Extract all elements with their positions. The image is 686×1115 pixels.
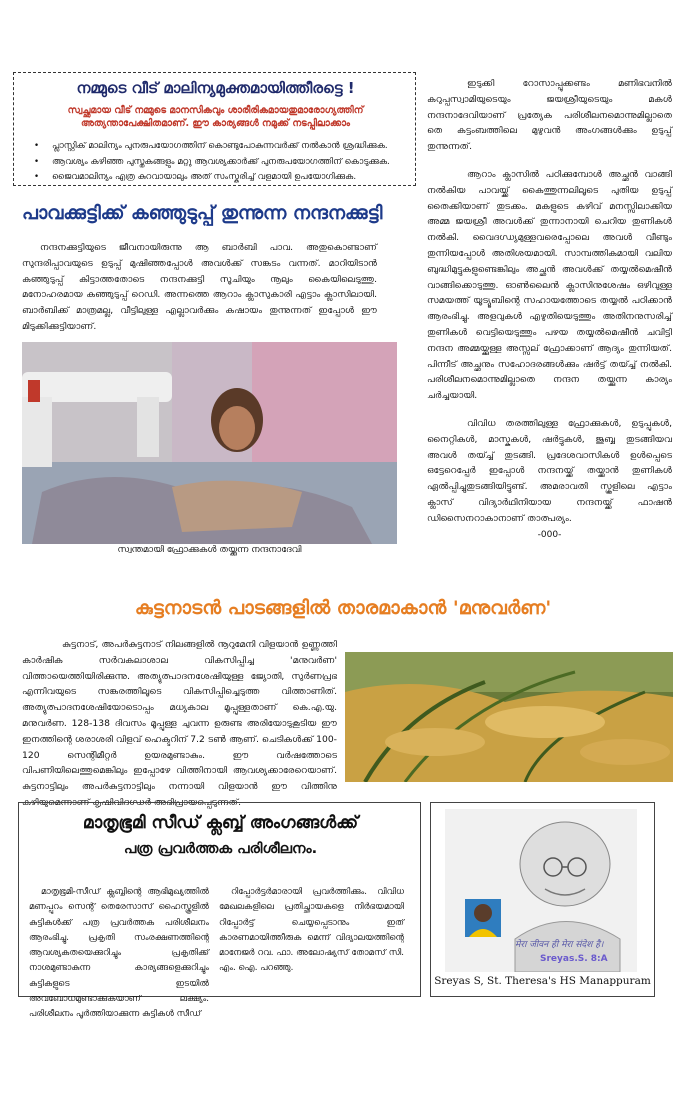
notice-list [34, 139, 414, 186]
student-label: Sreyas.S. 8:A [540, 954, 608, 964]
right-column-text [427, 76, 672, 539]
notice-item: • പ്ലാസ്റ്റിക് മാലിന്യം പുനരുപയോഗത്തിന് കൊണ്ടുപോകുന്നവർക്ക് നൽകാൻ ശ്രദ്ധിക്കുക. [34, 139, 414, 155]
sketch-illustration [445, 809, 637, 972]
seed-title-line2: പത്ര പ്രവർത്തക പരിശീലനം. [123, 841, 318, 857]
seed-column-1 [29, 885, 209, 1023]
notice-item: • ജൈവമാലിന്യം എത്ര കുറവായാലും അത് സംസ്കരിച്ച് വളമായി ഉപയോഗിക്കുക. [34, 170, 414, 186]
story1-paragraph: നന്ദനക്കുട്ടിയുടെ ജീവനായിരുന്നു ആ ബാർബി പാവ. അതുകൊണ്ടാണ് സുന്ദരിപ്പാവയുടെ ഉടുപ്പ് മുഷിഞ്ഞപ്പോൾ അവൾക്ക് സങ്കടം വന്നത്. മാറിയിടാൻ കഞ്ഞുടുപ്പ് കിട്ടാത്തതോടെ നന്ദനക്കുട്ടി സൂചിയും നൂലും കൈയിലെടുത്തു. മനോഹരമായ കഞ്ഞുടുപ്പ് റെഡി. അന്നത്തെ ആറാം ക്ലാസുകാരി എട്ടാം ക്ലാസിലായി. ബാർബിക്ക് മാത്രമല്ല, വീട്ടിലുള്ള എല്ലാവർക്കും കഷായം തുന്നുന്നത് ഇപ്പോൾ ഈ മിടുക്കിക്കുട്ടിയാണ്. [22, 242, 377, 332]
story1-headline: പാവക്കുട്ടിക്ക് കഞ്ഞുടുപ്പ് തുന്നുന്ന നന്ദനക്കുട്ടി [22, 203, 383, 224]
story2-paragraph: കുട്ടനാട്, അപർകുട്ടനാട് നിലങ്ങളിൽ നൂറുമേനി വിളയാൻ ഉണ്ണത്തി കാർഷിക സർവകലാശാല വികസിപ്പിച്ച 'മനുവർണ' വിത്തായെത്തിയിരിക്കുന്നു. അത്യുത്പാദനശേഷിയുള്ള ജ്യോതി, സുർണപ്രഭ എന്നിവയുടെ സങ്കരത്തിലൂടെ വികസിപ്പിച്ചെടുത്ത വിത്താണിത്. അത്യുത്പാദനശേഷിയോടൊപ്പം മധ്യകാല മൂപ്പുള്ളതാണ് കെ.എ.യു. മനുവർണ. 128-138 ദിവസം മൂപ്പുള്ള ചുവന്ന ഉരുണ്ട അരിയോടുകൂടിയ ഈ ഇനത്തിന്റെ ശരാശരി വിളവ് ഹെക്ടറിന് 7.2 ടൺ ആണ്. ചെടികൾക്ക് 100-120 സെന്റിമീറ്റർ ഉയരമുണ്ടാകും. ഈ വർഷത്തോടെ വിപണിയിലെത്തുമെങ്കിലും ഇപ്പോഴേ വിത്തിനായി ആവശ്യക്കാരേറെയാണ്. കുട്ടനാട്ടിലും അപർകുട്ടനാട്ടിലും നന്നായി വിളയാൻ ഈ വിത്തിനു കഴിയുമെന്നാണ് കൃഷിവിദഗ്ധർ അഭിപ്രായപ്പെടുന്നത്. [22, 639, 337, 808]
sewing-photo-illustration [22, 342, 397, 544]
seed-title-line1: മാതൃഭൂമി സീഡ് ക്ലബ്ബ് അംഗങ്ങൾക്ക് [82, 813, 359, 833]
right-paragraph: വിവിധ തരത്തിലുള്ള ഫ്രോക്കുകൾ, ഉടുപ്പുകൾ, നൈറ്റികൾ, മാസ്കുകൾ, ഷർട്ടുകൾ, ജുബ്ബ തുടങ്ങിയവ അവൾ തയ്ച്ച് തുടങ്ങി. പ്രദേശവാസികൾ ഉൾപ്പെടെ ഒട്ടേറെപ്പേർ ഇപ്പോൾ നന്ദനയ്ക്ക് തയ്ക്കാൻ തുണികൾ ഏൽപ്പിച്ചുതുടങ്ങിയിട്ടുണ്ട്. അമരാവതി സ്കൂളിലെ എട്ടാം ക്ലാസ് വിദ്യാർഥിനിയായ നന്ദനയ്ക്ക് ഫാഷൻ ഡിസൈനറാകാനാണ് താത്പര്യം. [427, 417, 672, 524]
end-mark: -000- [537, 530, 562, 540]
notice-item: • ആവശ്യം കഴിഞ്ഞ പുസ്തകങ്ങളും മറ്റു ആവശ്യക്കാർക്ക് പുനരുപയോഗത്തിന് കൊടുക്കുക. [34, 155, 414, 171]
gandhi-sketch [445, 809, 637, 972]
story2-body [22, 637, 337, 811]
notice-box [13, 72, 416, 186]
notice-subtitle: സ്വച്ഛമായ വീട് നമ്മുടെ മാനസികവും ശാരീരികമായതുമാരോഗ്യത്തിന് അത്യന്താപേക്ഷിതമാണ്. ഈ കാര്യങ്ങൾ നമുക്ക് നടപ്പിലാക്കാം [67, 105, 364, 129]
notice-title: നമ്മുടെ വീട് മാലിന്യമുക്തമായിത്തീരട്ടെ ! [76, 79, 355, 97]
right-paragraph: ആറാം ക്ലാസിൽ പഠിക്കുമ്പോൾ അച്ഛൻ വാങ്ങി നൽകിയ പാവയ്ക്ക് കൈത്തുന്നലിലൂടെ പുതിയ ഉടുപ്പ് തൈക്കിയാണ് തുടക്കം. മകളുടെ കഴിവ് മനസ്സിലാക്കിയ അമ്മ ജയശ്രീ അവൾക്ക് തുന്നാനായി ചെറിയ തുണികൾ നൽകി. വൈദഗ്ധ്യമുള്ളവരെപ്പോലെ അവൾ വീണ്ടും തുന്നിയപ്പോൾ അതിശയമായി. സാമ്പത്തികമായി വലിയ ബുദ്ധിമുട്ടുകളുണ്ടെങ്കിലും അച്ഛൻ അവൾക്ക് തയ്യൽമെഷീൻ വാങ്ങിക്കൊടുത്തു. ഓൺലൈൻ ക്ലാസിനുശേഷം ഒഴിവുള്ള സമയത്ത് യൂട്യൂബിന്റെ സഹായത്തോടെ തയ്യൽ പഠിക്കാൻ ആരംഭിച്ചു. അളവുകൾ എഴുതിയെടുത്തും അതിനനുസരിച്ച് തുണികൾ വെട്ടിയെടുത്തും പഴയ തയ്യൽമെഷീൻ ചവിട്ടി നന്ദന അമ്മയ്ക്കുള്ള അസ്സല് ഫ്രോക്കാണ് ആദ്യം തുന്നിയത്. പിന്നീട് അച്ഛനും സഹോദരങ്ങൾക്കും ഷർട്ട് തയ്ച്ച് നൽകി. പരിശീലനമൊന്നുമില്ലാതെ നന്ദന തയ്ക്കുന്ന കാര്യം ചർച്ചയായി. [427, 168, 672, 402]
sketch-signature: मेरा जीवन ही मेरा संदेश है। [515, 940, 604, 950]
right-paragraph: ഇടുക്കി റോസാപ്പൂക്കണ്ടം മണിഭവനിൽ കറുപ്പസ്വാമിയുടെയും ജയശ്രീയുടെയും മകൾ നന്ദനാദേവിയാണ് പ്രത്യേക പരിശീലനമൊന്നുമില്ലാതെ തെ കട്ടംബത്തിലെ മുഴുവൻ അംഗങ്ങൾക്കും ഉടുപ്പ് തുന്നുന്നത്. [427, 78, 672, 153]
photo1-caption: സ്വന്തമായി ഫ്രോക്കുകൾ തയ്ക്കുന്ന നന്ദനാദേവി [117, 545, 302, 555]
story2-headline: കുട്ടനാടൻ പാടങ്ങളിൽ താരമാകാൻ 'മനുവർണ' [134, 597, 552, 619]
seed-column-2 [219, 885, 404, 977]
seed-paragraph: റിപ്പോർട്ടർമാരായി പ്രവർത്തിക്കും. വിവിധ മേഖലകളിലെ പ്രതിച്ഛായകളെ നിർഭയമായി റിപ്പോർട്ട് ചെയ്യപ്പെടാനും ഇത് കാരണമായിത്തീരുക മെന്ന് വിദ്യാലയത്തിന്റെ മാനേജർ റവ. ഫാ. അലോഷ്യസ് തോമസ് സി. എം. ഐ. പറഞ്ഞു. [219, 887, 404, 974]
paddy-photo [345, 652, 673, 782]
story1-body [22, 240, 377, 335]
paddy-photo-illustration [345, 652, 673, 782]
drawing-box [430, 802, 655, 997]
drawing-credit: Sreyas S, St. Theresa's HS Manappuram [434, 975, 651, 987]
sewing-photo [22, 342, 397, 544]
seed-club-box [18, 802, 421, 1020]
seed-paragraph: മാതൃഭൂമി-സീഡ് ക്ലബ്ബിന്റെ ആഭിമുഖ്യത്തിൽ മണപ്പുറം സെന്റ് തെരേസാസ് ഹൈസ്കൂളിൽ കുട്ടികൾക്ക് പത്ര പ്രവർത്തക പരിശീലനം ആരംഭിച്ചു. പ്രകൃതി സംരക്ഷണത്തിന്റെ ആവശ്യകതയെക്കുറിച്ചും പ്രകൃതിക്ക് നാശമുണ്ടാകുന്ന കാര്യങ്ങളെക്കുറിച്ചും കുട്ടികളുടെ ഇടയിൽ അവബോധമുണ്ടാക്കുകയാണ് ലക്ഷ്യം. പരിശീലനം പൂർത്തിയാക്കുന്ന കുട്ടികൾ സീഡ് [29, 887, 209, 1020]
